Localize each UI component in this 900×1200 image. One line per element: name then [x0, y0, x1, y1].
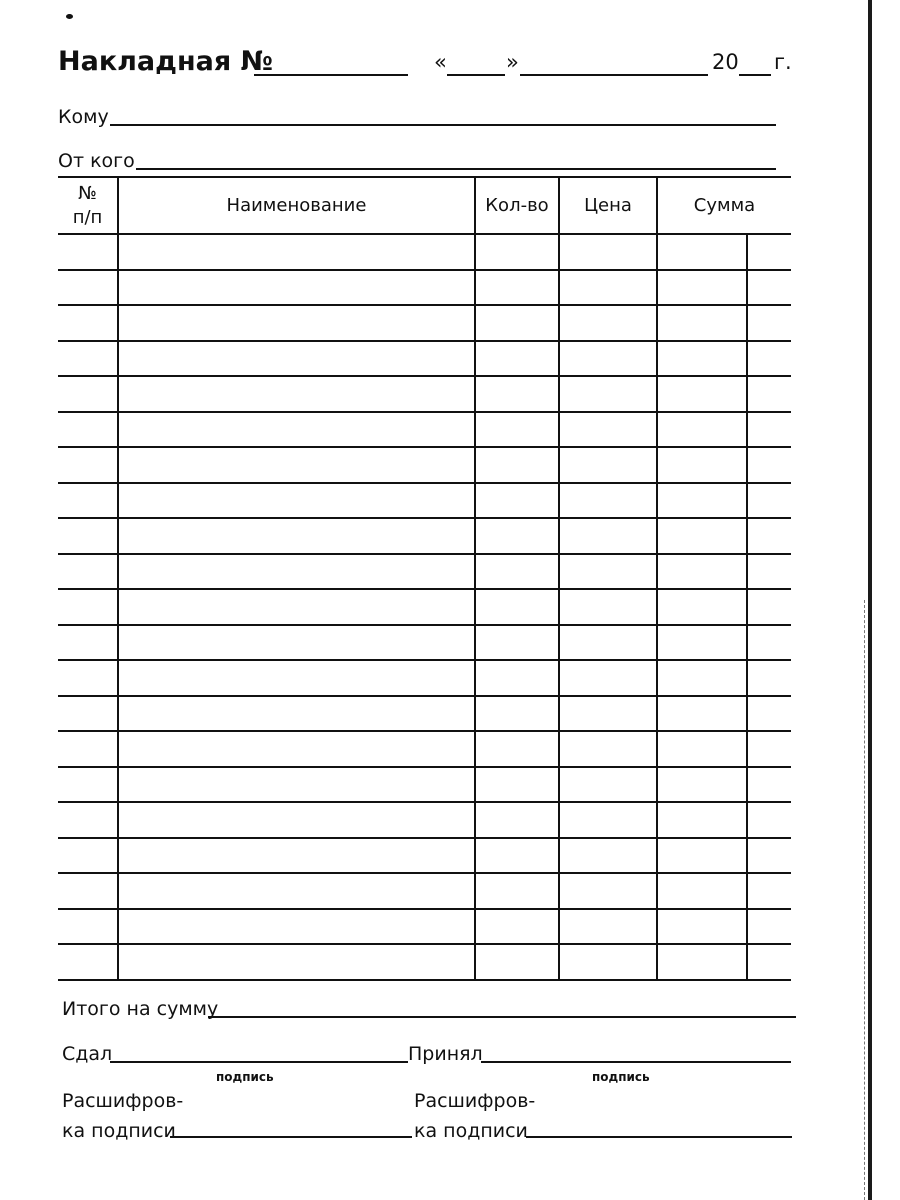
signature-caption-right: подпись: [592, 1070, 650, 1084]
cell-name[interactable]: [118, 376, 475, 412]
cell-number[interactable]: [58, 660, 118, 696]
cell-price[interactable]: [559, 802, 657, 838]
quote-open: «: [434, 50, 447, 74]
cell-price[interactable]: [559, 518, 657, 554]
cell-sum-sub[interactable]: [747, 518, 791, 554]
table-row: [58, 554, 791, 590]
cell-name[interactable]: [118, 341, 475, 377]
cell-name[interactable]: [118, 873, 475, 909]
from-label: От кого: [58, 150, 135, 172]
cell-sum-main[interactable]: [657, 483, 747, 519]
cell-sum-sub[interactable]: [747, 341, 791, 377]
decode-left-label: [62, 1086, 183, 1146]
cell-sum-main[interactable]: [657, 447, 747, 483]
handed-label: Сдал: [62, 1043, 113, 1065]
cell-price[interactable]: [559, 589, 657, 625]
received-signature-line[interactable]: [481, 1061, 791, 1063]
table-row: [58, 447, 791, 483]
table-body: [58, 234, 791, 980]
received-label: Принял: [408, 1043, 483, 1065]
cell-name[interactable]: [118, 696, 475, 732]
cell-qty[interactable]: [475, 944, 559, 980]
cell-qty[interactable]: [475, 909, 559, 945]
cell-sum-sub[interactable]: [747, 376, 791, 412]
handed-signature-line[interactable]: [110, 1061, 408, 1063]
from-line[interactable]: [136, 168, 776, 170]
to-line[interactable]: [110, 124, 776, 126]
day-line[interactable]: [447, 74, 505, 76]
cell-sum-sub[interactable]: [747, 909, 791, 945]
col-header-qty: Кол-во: [475, 177, 559, 234]
cell-name[interactable]: [118, 554, 475, 590]
table-row: [58, 944, 791, 980]
cell-price[interactable]: [559, 483, 657, 519]
cell-sum-sub[interactable]: [747, 305, 791, 341]
cell-name[interactable]: [118, 518, 475, 554]
cell-name[interactable]: [118, 944, 475, 980]
cell-price[interactable]: [559, 305, 657, 341]
cell-sum-sub[interactable]: [747, 731, 791, 767]
items-table: [58, 176, 791, 981]
cell-price[interactable]: [559, 767, 657, 803]
cell-qty[interactable]: [475, 838, 559, 874]
cell-sum-sub[interactable]: [747, 802, 791, 838]
page-edge-shadow: [868, 0, 872, 1200]
year-suffix: г.: [774, 50, 792, 74]
invoice-title: Накладная №: [58, 46, 274, 77]
cell-number[interactable]: [58, 838, 118, 874]
cell-sum-main[interactable]: [657, 376, 747, 412]
table-row: [58, 838, 791, 874]
cell-name[interactable]: [118, 412, 475, 448]
table-header-row: [58, 177, 791, 234]
decode-right-line2: ка подписи: [414, 1120, 528, 1142]
table-row: [58, 696, 791, 732]
cell-number[interactable]: [58, 802, 118, 838]
cell-qty[interactable]: [475, 412, 559, 448]
cell-qty[interactable]: [475, 873, 559, 909]
cell-qty[interactable]: [475, 696, 559, 732]
cell-sum-sub[interactable]: [747, 554, 791, 590]
cell-price[interactable]: [559, 376, 657, 412]
table-row: [58, 589, 791, 625]
cell-sum-main[interactable]: [657, 270, 747, 306]
cell-price[interactable]: [559, 625, 657, 661]
cell-qty[interactable]: [475, 767, 559, 803]
cell-number[interactable]: [58, 696, 118, 732]
cell-sum-main[interactable]: [657, 802, 747, 838]
cell-number[interactable]: [58, 589, 118, 625]
cell-name[interactable]: [118, 660, 475, 696]
cell-sum-sub[interactable]: [747, 483, 791, 519]
table-row: [58, 802, 791, 838]
table-row: [58, 376, 791, 412]
cell-qty[interactable]: [475, 802, 559, 838]
signature-caption-left: подпись: [216, 1070, 274, 1084]
col-header-price: Цена: [559, 177, 657, 234]
quote-close: »: [506, 50, 519, 74]
cell-price[interactable]: [559, 873, 657, 909]
cell-qty[interactable]: [475, 341, 559, 377]
table-row: [58, 518, 791, 554]
cell-sum-sub[interactable]: [747, 944, 791, 980]
table-row: [58, 660, 791, 696]
table-row: [58, 625, 791, 661]
cell-number[interactable]: [58, 518, 118, 554]
cell-price[interactable]: [559, 447, 657, 483]
cell-sum-sub[interactable]: [747, 234, 791, 270]
cell-price[interactable]: [559, 909, 657, 945]
cell-number[interactable]: [58, 483, 118, 519]
cell-number[interactable]: [58, 412, 118, 448]
cell-number[interactable]: [58, 554, 118, 590]
decode-left-line[interactable]: [170, 1136, 412, 1138]
cell-sum-main[interactable]: [657, 696, 747, 732]
cell-name[interactable]: [118, 589, 475, 625]
cell-sum-main[interactable]: [657, 412, 747, 448]
cell-sum-sub[interactable]: [747, 625, 791, 661]
invoice-number-line[interactable]: [254, 74, 408, 76]
cell-sum-sub[interactable]: [747, 873, 791, 909]
cell-sum-sub[interactable]: [747, 412, 791, 448]
cell-number[interactable]: [58, 767, 118, 803]
col-header-number: № п/п: [58, 177, 118, 234]
col-header-name: Наименование: [118, 177, 475, 234]
table-row: [58, 873, 791, 909]
cell-sum-main[interactable]: [657, 660, 747, 696]
cell-price[interactable]: [559, 554, 657, 590]
cell-qty[interactable]: [475, 305, 559, 341]
cell-qty[interactable]: [475, 660, 559, 696]
table-row: [58, 270, 791, 306]
table-row: [58, 305, 791, 341]
cell-name[interactable]: [118, 625, 475, 661]
table-row: [58, 341, 791, 377]
table-row: [58, 731, 791, 767]
cell-name[interactable]: [118, 731, 475, 767]
cell-number[interactable]: [58, 270, 118, 306]
year-prefix: 20: [712, 50, 739, 74]
cell-name[interactable]: [118, 838, 475, 874]
cell-name[interactable]: [118, 447, 475, 483]
ink-speck: [66, 14, 73, 19]
cell-sum-main[interactable]: [657, 944, 747, 980]
cell-sum-main[interactable]: [657, 554, 747, 590]
cell-name[interactable]: [118, 234, 475, 270]
cell-sum-sub[interactable]: [747, 660, 791, 696]
table-row: [58, 909, 791, 945]
page-edge-dash: [864, 600, 866, 1200]
cell-number[interactable]: [58, 909, 118, 945]
cell-sum-main[interactable]: [657, 305, 747, 341]
cell-price[interactable]: [559, 270, 657, 306]
cell-sum-main[interactable]: [657, 909, 747, 945]
table-row: [58, 767, 791, 803]
cell-sum-main[interactable]: [657, 341, 747, 377]
cell-name[interactable]: [118, 483, 475, 519]
cell-sum-main[interactable]: [657, 767, 747, 803]
cell-sum-sub[interactable]: [747, 589, 791, 625]
cell-qty[interactable]: [475, 483, 559, 519]
cell-price[interactable]: [559, 731, 657, 767]
cell-number[interactable]: [58, 944, 118, 980]
cell-sum-main[interactable]: [657, 518, 747, 554]
decode-left-line1: Расшифров-: [62, 1090, 184, 1112]
decode-left-line2: ка подписи: [62, 1120, 176, 1142]
cell-sum-main[interactable]: [657, 731, 747, 767]
cell-number[interactable]: [58, 873, 118, 909]
cell-sum-sub[interactable]: [747, 696, 791, 732]
cell-price[interactable]: [559, 341, 657, 377]
cell-name[interactable]: [118, 909, 475, 945]
cell-sum-main[interactable]: [657, 625, 747, 661]
cell-sum-sub[interactable]: [747, 447, 791, 483]
cell-number[interactable]: [58, 341, 118, 377]
cell-number[interactable]: [58, 305, 118, 341]
cell-number[interactable]: [58, 447, 118, 483]
col-header-sum: Сумма: [657, 177, 791, 234]
cell-qty[interactable]: [475, 625, 559, 661]
decode-right-line[interactable]: [526, 1136, 792, 1138]
cell-price[interactable]: [559, 944, 657, 980]
invoice-header: [58, 44, 792, 84]
cell-price[interactable]: [559, 696, 657, 732]
cell-qty[interactable]: [475, 376, 559, 412]
cell-number[interactable]: [58, 234, 118, 270]
month-line[interactable]: [520, 74, 708, 76]
table-row: [58, 234, 791, 270]
cell-sum-main[interactable]: [657, 838, 747, 874]
cell-qty[interactable]: [475, 554, 559, 590]
cell-sum-sub[interactable]: [747, 767, 791, 803]
cell-price[interactable]: [559, 234, 657, 270]
cell-sum-main[interactable]: [657, 873, 747, 909]
cell-name[interactable]: [118, 305, 475, 341]
cell-sum-main[interactable]: [657, 234, 747, 270]
cell-number[interactable]: [58, 731, 118, 767]
cell-qty[interactable]: [475, 589, 559, 625]
year-line[interactable]: [739, 74, 771, 76]
cell-sum-main[interactable]: [657, 589, 747, 625]
cell-name[interactable]: [118, 270, 475, 306]
decode-right-line1: Расшифров-: [414, 1090, 536, 1112]
cell-qty[interactable]: [475, 234, 559, 270]
cell-sum-sub[interactable]: [747, 270, 791, 306]
decode-right-label: [414, 1086, 535, 1146]
total-line[interactable]: [208, 1016, 796, 1018]
cell-qty[interactable]: [475, 518, 559, 554]
cell-qty[interactable]: [475, 447, 559, 483]
cell-price[interactable]: [559, 660, 657, 696]
total-label: Итого на сумму: [62, 998, 219, 1020]
to-label: Кому: [58, 106, 109, 128]
cell-name[interactable]: [118, 802, 475, 838]
cell-price[interactable]: [559, 412, 657, 448]
cell-number[interactable]: [58, 625, 118, 661]
cell-number[interactable]: [58, 376, 118, 412]
cell-sum-sub[interactable]: [747, 838, 791, 874]
table-row: [58, 483, 791, 519]
table-row: [58, 412, 791, 448]
cell-qty[interactable]: [475, 731, 559, 767]
cell-qty[interactable]: [475, 270, 559, 306]
cell-price[interactable]: [559, 838, 657, 874]
cell-name[interactable]: [118, 767, 475, 803]
